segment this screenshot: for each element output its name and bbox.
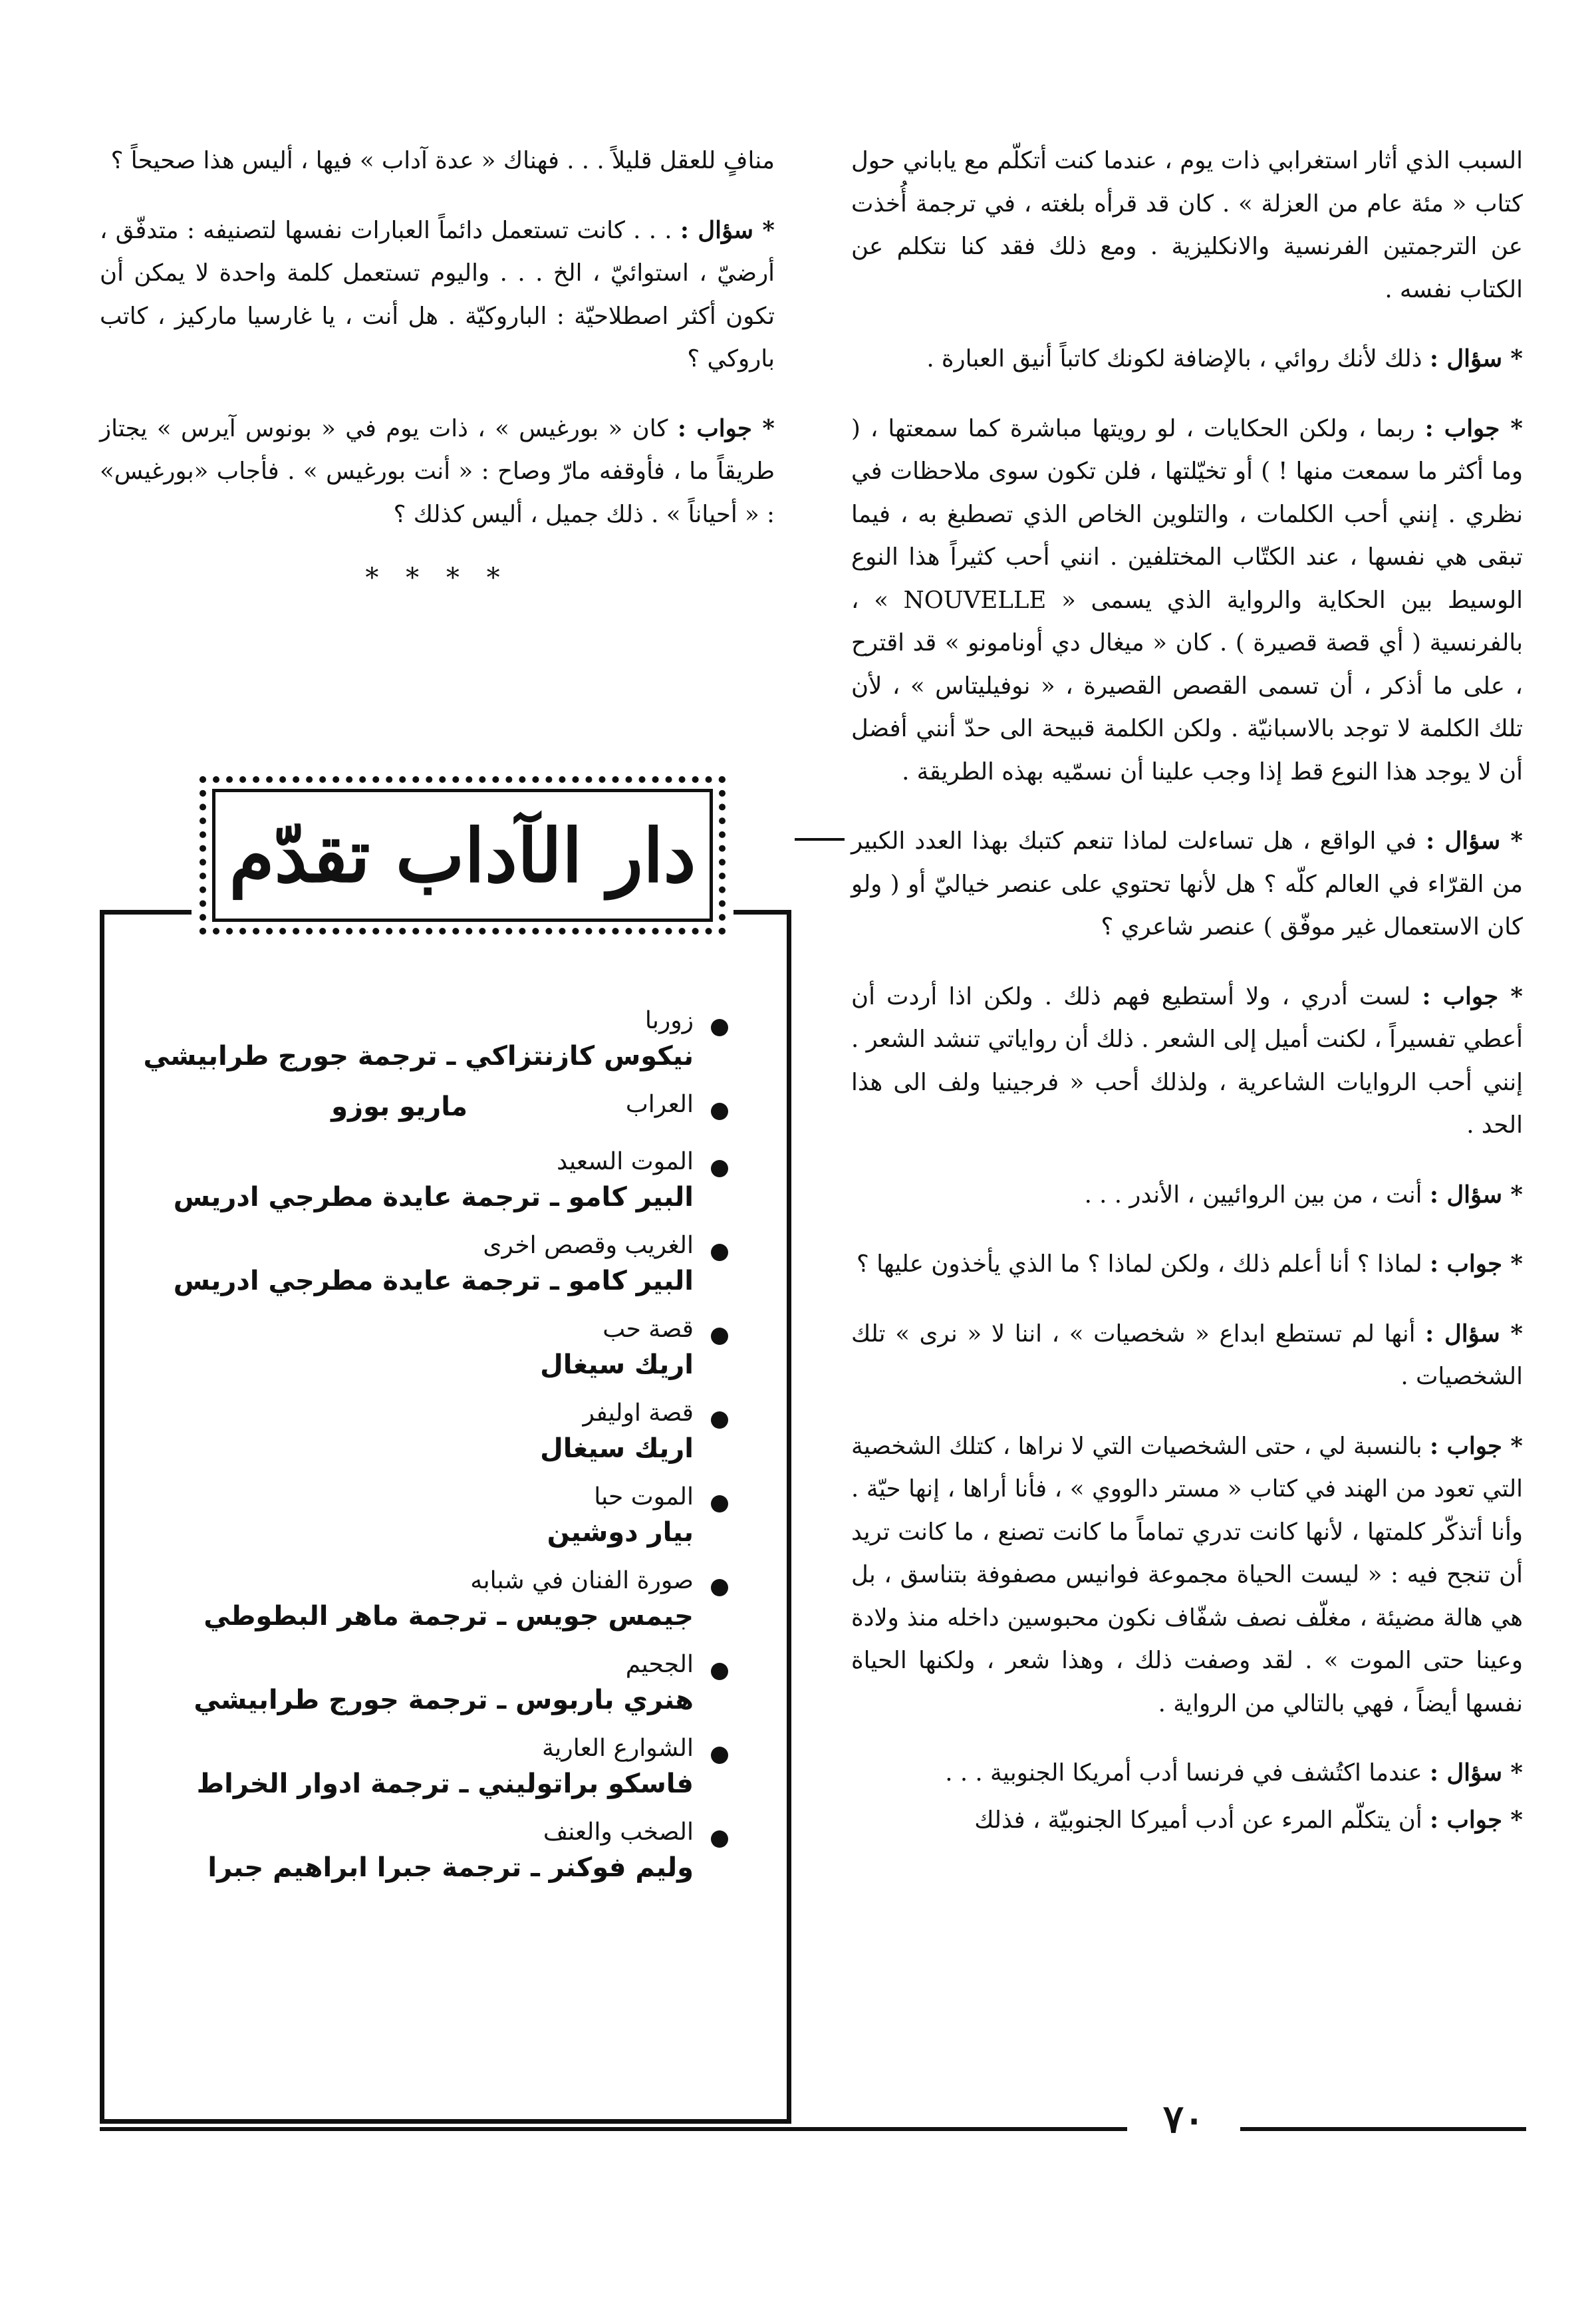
- bullet-icon: [711, 1103, 728, 1120]
- answer-paragraph: * جواب : بالنسبة لي ، حتى الشخصيات التي لا نراها ، كتلك الشخصية التي تعود من الهند في كتاب « مستر دالووي » ، فأنا أراها ، إنها حيّة . وأنا أتذكّر كلمتها ، لأنها كانت تدري تماماً ما كانت تصنع ، ما كانت تريد أن تنجح فيه : « ليست الحياة مجموعة فوانيس مصفوفة بتناسق ، بل هي هالة مضيئة ، مغلّف نصف شفّاف نكون محبوسين داخله منذ ولادة وعينا حتى الموت » . لقد وصفت ذلك ، وهذا شعر ، ولكنها الحياة نفسها أيضاً ، فهي بالتالي من الرواية .: [851, 1432, 1523, 1717]
- bullet-icon: [711, 1411, 728, 1429]
- list-item: [143, 1564, 728, 1635]
- book-title: الغريب وقصص اخرى: [483, 1232, 694, 1259]
- paragraph: السبب الذي أثار استغرابي ذات يوم ، عندما كنت أتكلّم مع ياباني حول كتاب « مئة عام من العزلة » . كان قد قرأه بلغته ، في ترجمة أُخذت عن الترجمتين الفرنسية والانكليزية . ومع ذلك فقد كنا نتكلم عن الكتاب نفسه .: [851, 147, 1523, 303]
- question-paragraph: * سؤال : أنت ، من بين الروائيين ، الأندر . . .: [1084, 1181, 1523, 1209]
- list-item: [143, 1229, 728, 1300]
- list-item: [143, 1397, 728, 1467]
- book-author: جيمس جويس ـ ترجمة ماهر البطوطي: [203, 1601, 694, 1632]
- question-paragraph: * سؤال : أنها لم تستطع ابداع « شخصيات » ، اننا لا « نرى » تلك الشخصيات .: [851, 1320, 1523, 1390]
- article-left-column: [100, 140, 775, 593]
- book-author: وليم فوكنر ـ ترجمة جبرا ابراهيم جبرا: [207, 1852, 694, 1883]
- margin-dash: [795, 838, 845, 841]
- book-title: قصة اوليفر: [583, 1399, 694, 1427]
- book-title: صورة الفنان في شبابه: [470, 1567, 694, 1594]
- bullet-icon: [711, 1019, 728, 1036]
- book-title: الموت السعيد: [557, 1148, 694, 1175]
- book-author: اريك سيغال: [540, 1433, 694, 1464]
- book-title: الشوارع العارية: [541, 1735, 694, 1762]
- list-item: [143, 1732, 728, 1802]
- list-item: [143, 1145, 728, 1216]
- book-title: الموت حبا: [594, 1483, 694, 1510]
- book-author: فاسكو براتوليني ـ ترجمة ادوار الخراط: [196, 1769, 694, 1799]
- book-author: البير كامو ـ ترجمة عايدة مطرجي ادريس: [173, 1182, 694, 1213]
- question-paragraph: * سؤال : ذلك لأنك روائي ، بالإضافة لكونك كاتباً أنيق العبارة .: [926, 345, 1523, 372]
- book-author: ماريو بوزو: [331, 1091, 467, 1122]
- book-title: العراب: [625, 1091, 694, 1118]
- bullet-icon: [711, 1747, 728, 1764]
- list-item: [143, 1313, 728, 1383]
- list-item: [143, 1816, 728, 1886]
- answer-paragraph: * جواب : أن يتكلّم المرء عن أدب أميركا الجنوبيّة ، فذلك: [974, 1806, 1523, 1834]
- book-author: نيكوس كازنتزاكي ـ ترجمة جورج طرابيشي: [143, 1041, 694, 1072]
- answer-paragraph: * جواب : لست أدري ، ولا أستطيع فهم ذلك . ولكن اذا أردت أن أعطي تفسيراً ، لكنت أميل إلى الشعر . ذلك أن رواياتي تنشد الشعر . إنني أحب الروايات الشاعرية ، ولذلك أحب « فرجينيا ولف الى هذا الحد .: [851, 982, 1523, 1139]
- footer-rule-left: [100, 2127, 1127, 2131]
- list-item: [143, 1481, 728, 1551]
- bullet-icon: [711, 1160, 728, 1177]
- question-paragraph: * سؤال : عندما اكتُشف في فرنسا أدب أمريكا الجنوبية . . .: [945, 1759, 1523, 1787]
- page-number: ٧٠: [1162, 2096, 1205, 2142]
- question-paragraph: * سؤال : في الواقع ، هل تساءلت لماذا تنعم كتبك بهذا العدد الكبير من القرّاء في العالم كلّه ؟ هل لأنها تحتوي على عنصر خياليّ أو ( ولو كان الاستعمال غير موفّق ) عنصر شاعري ؟: [851, 827, 1523, 940]
- article-right-column: [851, 140, 1523, 1868]
- advert-banner-frame: [200, 776, 726, 934]
- bullet-icon: [711, 1579, 728, 1596]
- book-title: الصخب والعنف: [543, 1818, 694, 1846]
- paragraph: منافٍ للعقل قليلاً . . . فهناك « عدة آداب » فيها ، أليس هذا صحيحاً ؟: [110, 147, 775, 174]
- book-title: الجحيم: [625, 1651, 694, 1678]
- list-item: [143, 1648, 728, 1719]
- section-separator: * * * *: [365, 563, 509, 593]
- bullet-icon: [711, 1663, 728, 1680]
- book-title: قصة حب: [602, 1316, 694, 1343]
- list-item: [143, 1004, 728, 1075]
- book-author: البير كامو ـ ترجمة عايدة مطرجي ادريس: [173, 1266, 694, 1296]
- book-title: زوربا: [644, 1007, 694, 1034]
- bullet-icon: [711, 1830, 728, 1848]
- book-list: [143, 1004, 728, 1886]
- book-author: بيار دوشين: [547, 1517, 694, 1548]
- bullet-icon: [711, 1244, 728, 1261]
- answer-paragraph: * جواب : كان « بورغيس » ، ذات يوم في « بونوس آيرس » يجتاز طريقاً ما ، فأوقفه مارّ وصاح : « أنت بورغيس » . فأجاب «بورغيس» : « أحياناً » . ذلك جميل ، أليس كذلك ؟: [100, 414, 775, 528]
- footer-rule-right: [1240, 2127, 1526, 2131]
- book-author: اريك سيغال: [540, 1350, 694, 1380]
- advert-banner: [192, 768, 733, 942]
- advert-banner-title: دار الآداب تقدّم: [229, 812, 696, 899]
- list-item: [143, 1088, 728, 1125]
- bullet-icon: [711, 1495, 728, 1512]
- bullet-icon: [711, 1328, 728, 1345]
- answer-paragraph: * جواب : ربما ، ولكن الحكايات ، لو رويتها مباشرة كما سمعتها ، ( وما أكثر ما سمعت منها ! ) أو تخيّلتها ، فلن تكون سوى ملاحظات في نظري . إنني أحب الكلمات ، والتلوين الخاص الذي تصطبغ به ، فيما تبقى هي نفسها ، عند الكتّاب المختلفين . انني أحب كثيراً هذا النوع الوسيط بين الحكاية والرواية الذي يسمى « NOUVELLE » ، بالفرنسية ( أي قصة قصيرة ) . كان « ميغال دي أونامونو » قد اقترح ، على ما أذكر ، أن تسمى القصص القصيرة ، « نوفيليتاس » ، لأن تلك الكلمة لا توجد بالاسبانيّة . ولكن الكلمة قبيحة الى حدّ أنني أفضل أن لا يوجد هذا النوع قط إذا وجب علينا أن نسمّيه بهذه الطريقة .: [851, 414, 1523, 786]
- book-author: هنري باربوس ـ ترجمة جورج طرابيشي: [194, 1685, 694, 1715]
- question-paragraph: * سؤال : . . . كانت تستعمل دائماً العبارات نفسها لتصنيفه : متدفّق ، أرضيّ ، استوائيّ ، الخ . . . واليوم تستعمل كلمة واحدة لا يمكن أن تكون أكثر اصطلاحيّة : الباروكيّة . هل أنت ، يا غارسيا ماركيز ، كاتب باروكي ؟: [100, 216, 775, 372]
- answer-paragraph: * جواب : لماذا ؟ أنا أعلم ذلك ، ولكن لماذا ؟ ما الذي يأخذون عليها ؟: [857, 1250, 1523, 1278]
